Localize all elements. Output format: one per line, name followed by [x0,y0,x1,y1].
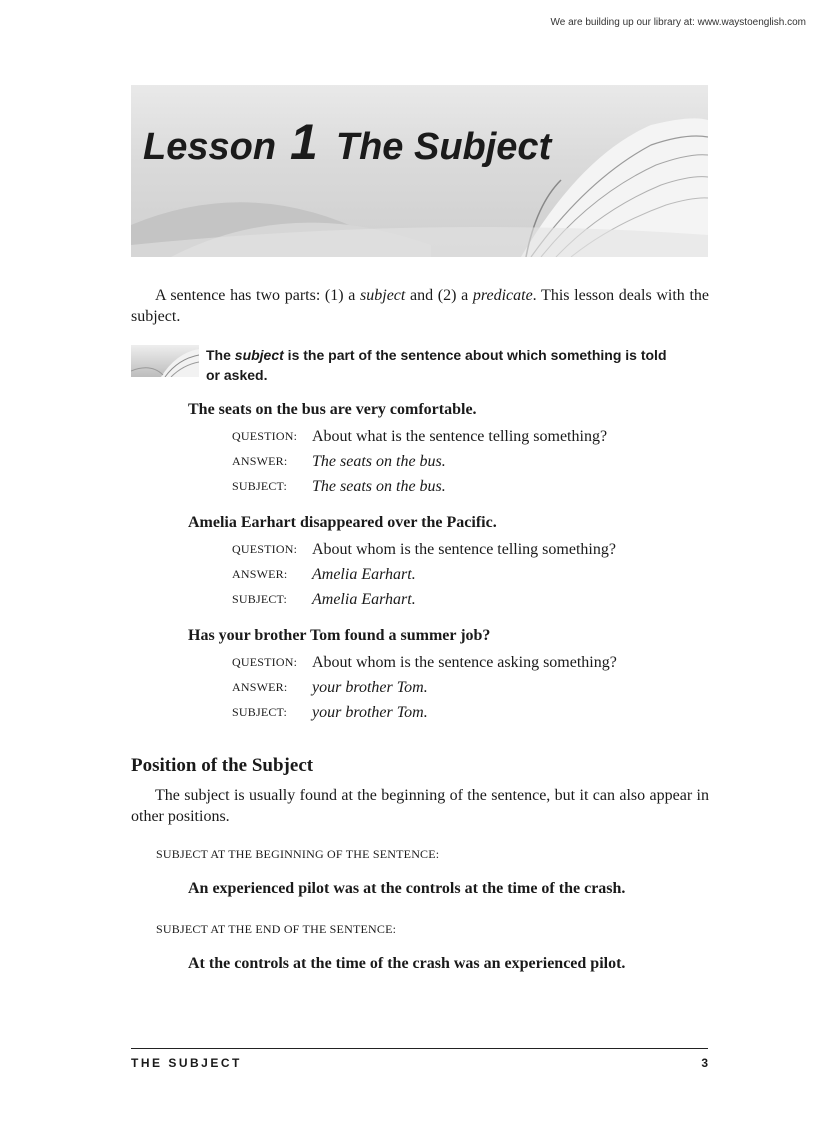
example-block-1 [188,399,708,499]
answer-label: ANSWER: [232,454,288,468]
subject-label: SUBJECT: [232,479,288,493]
section-heading: Position of the Subject [131,755,314,776]
subject-label: SUBJECT: [232,705,288,719]
question-row [188,537,708,562]
question-row [188,650,708,675]
intro-term-subject: subject [360,287,406,304]
question-text: About whom is the sentence asking something? [312,654,617,671]
question-label: QUESTION: [232,429,298,443]
subject-row [188,700,708,725]
book-icon [131,345,199,377]
footer-title: THE SUBJECT [131,1056,242,1070]
example-subject-end: At the controls at the time of the crash was an experienced pilot. [188,955,626,972]
question-text: About what is the sentence telling something? [312,428,608,445]
question-label: QUESTION: [232,655,298,669]
example-block-3 [188,625,708,725]
lesson-banner [131,85,708,257]
definition-part: The [206,347,235,363]
lesson-title-text: The Subject [335,126,552,168]
question-row [188,424,708,449]
lesson-title [143,113,551,171]
question-label: QUESTION: [232,542,298,556]
label-subject-beginning: SUBJECT AT THE BEGINNING OF THE SENTENCE: [156,847,440,861]
example-block-2 [188,512,708,612]
example-sentence: The seats on the bus are very comfortable. [188,401,477,418]
subject-text: The seats on the bus. [312,478,446,495]
open-book-illustration [131,85,708,257]
intro-text: A sentence has two parts: (1) a [155,287,361,304]
footer-divider [131,1048,708,1049]
question-text: About whom is the sentence telling something? [312,541,616,558]
answer-row [188,562,708,587]
example-sentence: Amelia Earhart disappeared over the Pacific. [188,514,497,531]
definition-part: is the part of the sentence about which something is told or asked. [206,347,667,383]
page-number: 3 [701,1056,708,1070]
answer-row [188,675,708,700]
lesson-word: Lesson [143,126,277,168]
answer-text: your brother Tom. [312,679,428,696]
answer-row [188,449,708,474]
subject-row [188,474,708,499]
answer-text: The seats on the bus. [312,453,446,470]
intro-text: and (2) a [405,287,473,304]
position-paragraph: The subject is usually found at the beginning of the sentence, but it can also appear in other positions. [131,787,709,825]
answer-text: Amelia Earhart. [312,566,416,583]
definition-text [206,345,676,385]
subject-text: Amelia Earhart. [312,591,416,608]
definition-term: subject [234,347,284,363]
subject-text: your brother Tom. [312,704,428,721]
example-subject-beginning: An experienced pilot was at the controls at the time of the crash. [188,880,626,897]
intro-term-predicate: predicate [472,287,533,304]
example-sentence: Has your brother Tom found a summer job? [188,627,491,644]
subject-label: SUBJECT: [232,592,288,606]
answer-label: ANSWER: [232,567,288,581]
header-library-note: We are building up our library at: www.waystoenglish.com [550,17,806,28]
definition-box [131,345,691,385]
answer-label: ANSWER: [232,680,288,694]
subject-row [188,587,708,612]
label-subject-end: SUBJECT AT THE END OF THE SENTENCE: [156,922,397,936]
lesson-number: 1 [290,114,318,170]
intro-text: . This lesson deals with the subject. [131,287,709,325]
intro-paragraph [131,285,709,327]
